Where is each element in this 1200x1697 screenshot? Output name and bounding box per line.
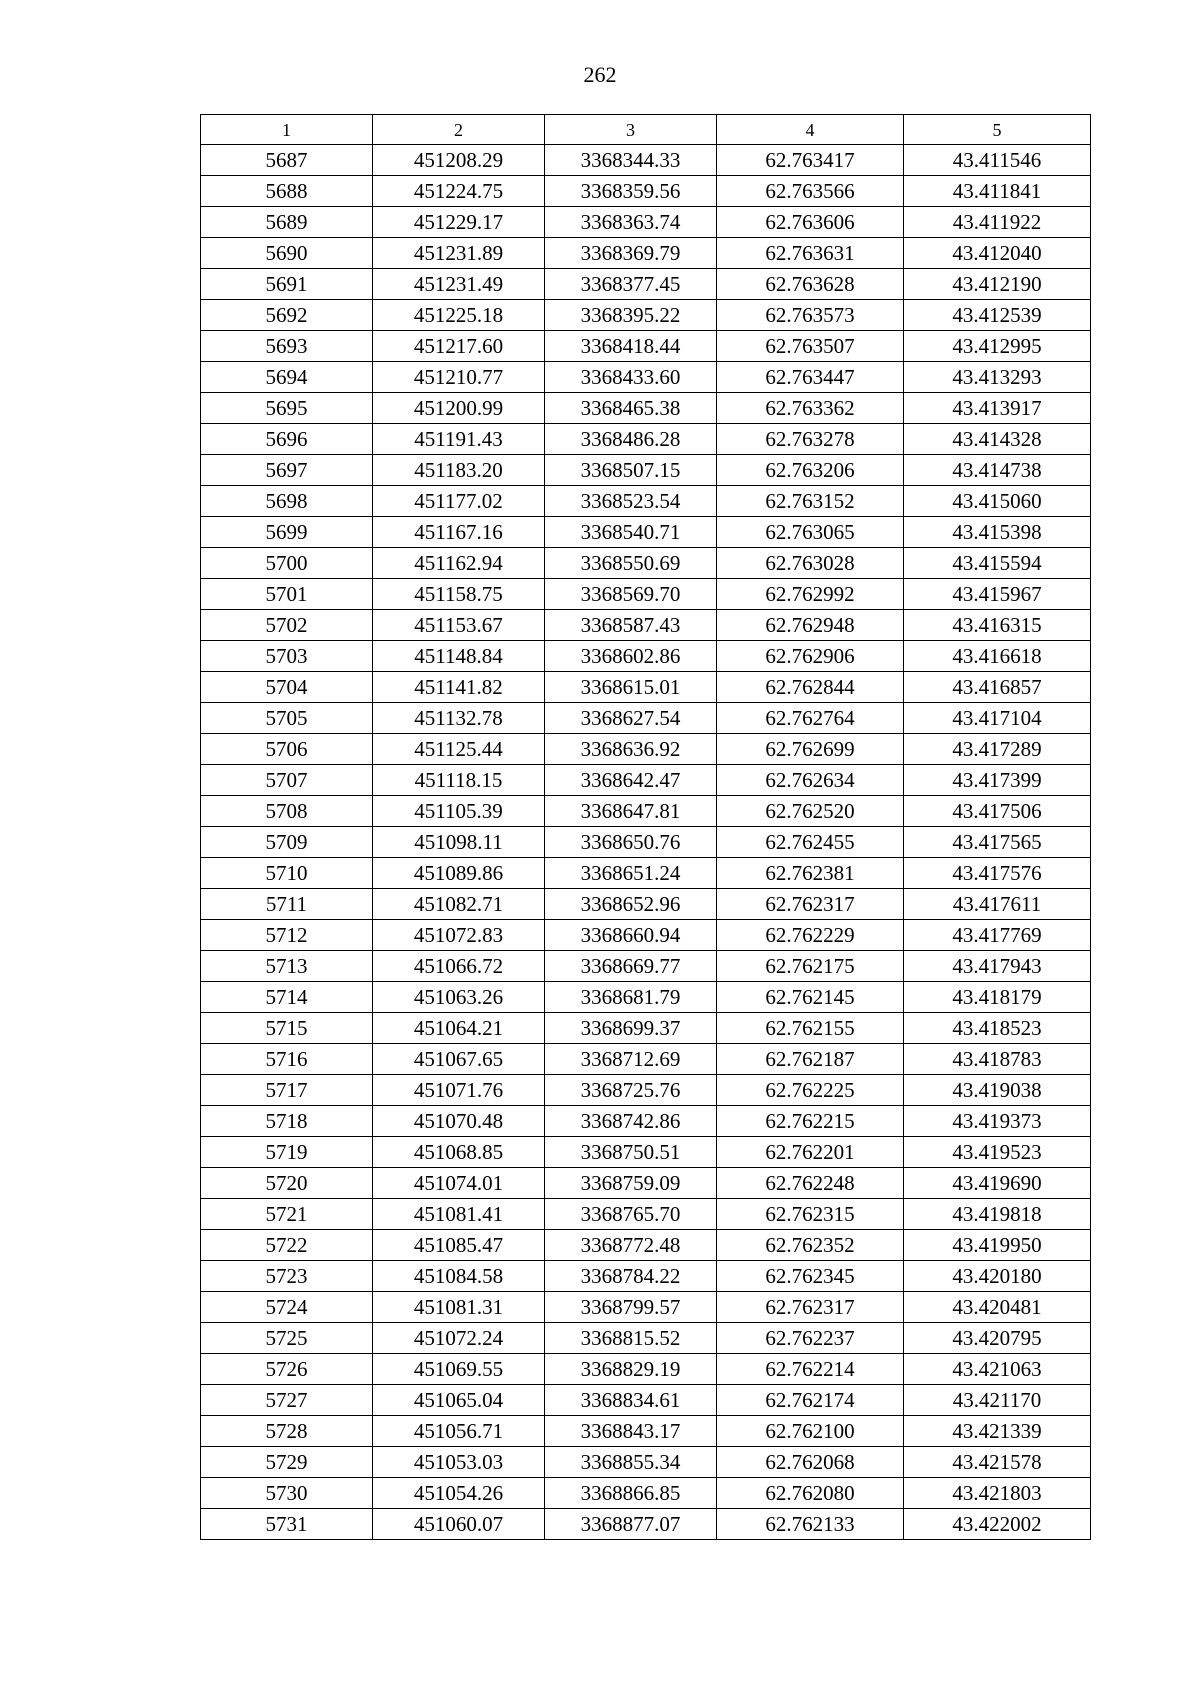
table-cell-col-5: 43.411841	[904, 176, 1091, 207]
table-cell-col-5: 43.421170	[904, 1385, 1091, 1416]
table-cell-col-4: 62.762229	[717, 920, 904, 951]
table-row	[201, 331, 1091, 362]
table-row	[201, 393, 1091, 424]
table-cell-col-5: 43.416857	[904, 672, 1091, 703]
table-cell-col-1: 5711	[201, 889, 373, 920]
table-cell-col-4: 62.763566	[717, 176, 904, 207]
table-cell-col-1: 5699	[201, 517, 373, 548]
table-row	[201, 827, 1091, 858]
table-cell-col-5: 43.417506	[904, 796, 1091, 827]
table-row	[201, 238, 1091, 269]
table-cell-col-5: 43.416618	[904, 641, 1091, 672]
table-cell-col-3: 3368652.96	[545, 889, 717, 920]
table-cell-col-3: 3368877.07	[545, 1509, 717, 1540]
table-cell-col-3: 3368615.01	[545, 672, 717, 703]
table-cell-col-5: 43.419950	[904, 1230, 1091, 1261]
table-cell-col-3: 3368650.76	[545, 827, 717, 858]
table-cell-col-2: 451085.47	[373, 1230, 545, 1261]
table-cell-col-4: 62.762906	[717, 641, 904, 672]
table-cell-col-5: 43.412040	[904, 238, 1091, 269]
page-number: 262	[583, 62, 617, 87]
table-cell-col-4: 62.762764	[717, 703, 904, 734]
table-cell-col-5: 43.414738	[904, 455, 1091, 486]
table-cell-col-5: 43.417943	[904, 951, 1091, 982]
table-cell-col-2: 451158.75	[373, 579, 545, 610]
table-row	[201, 548, 1091, 579]
table-cell-col-3: 3368784.22	[545, 1261, 717, 1292]
table-cell-col-1: 5728	[201, 1416, 373, 1447]
table-cell-col-1: 5726	[201, 1354, 373, 1385]
table-cell-col-4: 62.762145	[717, 982, 904, 1013]
table-cell-col-2: 451224.75	[373, 176, 545, 207]
table-row	[201, 982, 1091, 1013]
table-cell-col-3: 3368642.47	[545, 765, 717, 796]
table-cell-col-2: 451098.11	[373, 827, 545, 858]
table-cell-col-3: 3368377.45	[545, 269, 717, 300]
table-cell-col-5: 43.417565	[904, 827, 1091, 858]
table-cell-col-5: 43.415594	[904, 548, 1091, 579]
table-cell-col-5: 43.419818	[904, 1199, 1091, 1230]
table-cell-col-3: 3368772.48	[545, 1230, 717, 1261]
table-cell-col-2: 451060.07	[373, 1509, 545, 1540]
table-cell-col-1: 5694	[201, 362, 373, 393]
table-cell-col-4: 62.762080	[717, 1478, 904, 1509]
table-cell-col-4: 62.762248	[717, 1168, 904, 1199]
table-cell-col-3: 3368395.22	[545, 300, 717, 331]
table-cell-col-1: 5722	[201, 1230, 373, 1261]
table-row	[201, 1168, 1091, 1199]
table-cell-col-4: 62.762201	[717, 1137, 904, 1168]
table-cell-col-1: 5710	[201, 858, 373, 889]
table-cell-col-2: 451072.24	[373, 1323, 545, 1354]
table-row	[201, 1354, 1091, 1385]
table-cell-col-3: 3368660.94	[545, 920, 717, 951]
table-cell-col-3: 3368866.85	[545, 1478, 717, 1509]
table-cell-col-5: 43.413293	[904, 362, 1091, 393]
table-cell-col-4: 62.762133	[717, 1509, 904, 1540]
table-row	[201, 796, 1091, 827]
table-row	[201, 951, 1091, 982]
table-cell-col-5: 43.412995	[904, 331, 1091, 362]
table-row	[201, 517, 1091, 548]
table-cell-col-2: 451141.82	[373, 672, 545, 703]
table-cell-col-1: 5715	[201, 1013, 373, 1044]
table-cell-col-2: 451208.29	[373, 145, 545, 176]
table-cell-col-1: 5713	[201, 951, 373, 982]
table-cell-col-1: 5725	[201, 1323, 373, 1354]
table-cell-col-5: 43.417576	[904, 858, 1091, 889]
table-cell-col-5: 43.417399	[904, 765, 1091, 796]
table-cell-col-3: 3368486.28	[545, 424, 717, 455]
table-cell-col-5: 43.421803	[904, 1478, 1091, 1509]
table-cell-col-4: 62.762068	[717, 1447, 904, 1478]
table-cell-col-5: 43.419038	[904, 1075, 1091, 1106]
table-row	[201, 486, 1091, 517]
table-row	[201, 858, 1091, 889]
table-cell-col-2: 451067.65	[373, 1044, 545, 1075]
table-cell-col-3: 3368815.52	[545, 1323, 717, 1354]
table-cell-col-2: 451070.48	[373, 1106, 545, 1137]
table-row	[201, 1137, 1091, 1168]
table-cell-col-4: 62.762381	[717, 858, 904, 889]
table-cell-col-1: 5689	[201, 207, 373, 238]
table-cell-col-1: 5702	[201, 610, 373, 641]
table-cell-col-1: 5723	[201, 1261, 373, 1292]
table-cell-col-3: 3368363.74	[545, 207, 717, 238]
table-cell-col-1: 5717	[201, 1075, 373, 1106]
table-cell-col-1: 5691	[201, 269, 373, 300]
table-cell-col-4: 62.763606	[717, 207, 904, 238]
table-cell-col-1: 5688	[201, 176, 373, 207]
table-cell-col-4: 62.763573	[717, 300, 904, 331]
table-cell-col-4: 62.763065	[717, 517, 904, 548]
table-row	[201, 672, 1091, 703]
table-cell-col-4: 62.762237	[717, 1323, 904, 1354]
table-row	[201, 176, 1091, 207]
table-cell-col-4: 62.762317	[717, 1292, 904, 1323]
table-row	[201, 889, 1091, 920]
table-cell-col-1: 5731	[201, 1509, 373, 1540]
table-cell-col-5: 43.421339	[904, 1416, 1091, 1447]
table-cell-col-2: 451105.39	[373, 796, 545, 827]
table-cell-col-3: 3368550.69	[545, 548, 717, 579]
table-cell-col-5: 43.417769	[904, 920, 1091, 951]
table-header-row	[201, 115, 1091, 145]
table-cell-col-1: 5712	[201, 920, 373, 951]
table-cell-col-4: 62.762225	[717, 1075, 904, 1106]
table-cell-col-2: 451167.16	[373, 517, 545, 548]
table-row	[201, 300, 1091, 331]
table-cell-col-5: 43.415967	[904, 579, 1091, 610]
table-row	[201, 765, 1091, 796]
table-cell-col-1: 5707	[201, 765, 373, 796]
table-cell-col-3: 3368742.86	[545, 1106, 717, 1137]
table-cell-col-4: 62.763628	[717, 269, 904, 300]
table-cell-col-1: 5697	[201, 455, 373, 486]
table-row	[201, 1261, 1091, 1292]
table-cell-col-2: 451081.31	[373, 1292, 545, 1323]
table-cell-col-4: 62.763028	[717, 548, 904, 579]
table-row	[201, 734, 1091, 765]
table-cell-col-5: 43.412190	[904, 269, 1091, 300]
table-cell-col-1: 5696	[201, 424, 373, 455]
table-cell-col-4: 62.762187	[717, 1044, 904, 1075]
table-row	[201, 703, 1091, 734]
table-cell-col-3: 3368569.70	[545, 579, 717, 610]
table-cell-col-2: 451069.55	[373, 1354, 545, 1385]
table-cell-col-3: 3368602.86	[545, 641, 717, 672]
table-cell-col-3: 3368344.33	[545, 145, 717, 176]
table-cell-col-2: 451183.20	[373, 455, 545, 486]
table-cell-col-2: 451132.78	[373, 703, 545, 734]
table-cell-col-2: 451118.15	[373, 765, 545, 796]
table-cell-col-2: 451231.89	[373, 238, 545, 269]
table-body	[201, 145, 1091, 1540]
table-cell-col-5: 43.420795	[904, 1323, 1091, 1354]
table-cell-col-1: 5720	[201, 1168, 373, 1199]
table-cell-col-2: 451054.26	[373, 1478, 545, 1509]
table-cell-col-4: 62.763206	[717, 455, 904, 486]
table-cell-col-2: 451081.41	[373, 1199, 545, 1230]
table-cell-col-4: 62.762174	[717, 1385, 904, 1416]
column-header-2: 2	[373, 115, 545, 145]
table-cell-col-3: 3368712.69	[545, 1044, 717, 1075]
table-row	[201, 1230, 1091, 1261]
table-cell-col-2: 451063.26	[373, 982, 545, 1013]
table-cell-col-5: 43.412539	[904, 300, 1091, 331]
table-cell-col-5: 43.417289	[904, 734, 1091, 765]
table-cell-col-3: 3368843.17	[545, 1416, 717, 1447]
table-cell-col-3: 3368750.51	[545, 1137, 717, 1168]
table-cell-col-4: 62.762317	[717, 889, 904, 920]
table-cell-col-1: 5706	[201, 734, 373, 765]
table-cell-col-1: 5692	[201, 300, 373, 331]
column-header-1: 1	[201, 115, 373, 145]
table-row	[201, 455, 1091, 486]
table-row	[201, 1509, 1091, 1540]
table-cell-col-3: 3368507.15	[545, 455, 717, 486]
table-cell-col-4: 62.762175	[717, 951, 904, 982]
table-cell-col-5: 43.420481	[904, 1292, 1091, 1323]
table-cell-col-2: 451064.21	[373, 1013, 545, 1044]
table-cell-col-3: 3368587.43	[545, 610, 717, 641]
table-cell-col-1: 5704	[201, 672, 373, 703]
table-cell-col-5: 43.419690	[904, 1168, 1091, 1199]
table-cell-col-1: 5730	[201, 1478, 373, 1509]
table-cell-col-2: 451153.67	[373, 610, 545, 641]
table-cell-col-2: 451231.49	[373, 269, 545, 300]
table-cell-col-4: 62.762315	[717, 1199, 904, 1230]
table-cell-col-4: 62.763507	[717, 331, 904, 362]
table-cell-col-4: 62.763152	[717, 486, 904, 517]
table-cell-col-2: 451066.72	[373, 951, 545, 982]
table-cell-col-4: 62.762214	[717, 1354, 904, 1385]
table-row	[201, 145, 1091, 176]
table-cell-col-5: 43.417611	[904, 889, 1091, 920]
table-cell-col-4: 62.763278	[717, 424, 904, 455]
table-row	[201, 920, 1091, 951]
table-cell-col-1: 5695	[201, 393, 373, 424]
table-cell-col-4: 62.762844	[717, 672, 904, 703]
table-cell-col-3: 3368765.70	[545, 1199, 717, 1230]
column-header-4: 4	[717, 115, 904, 145]
table-cell-col-1: 5714	[201, 982, 373, 1013]
table-cell-col-2: 451177.02	[373, 486, 545, 517]
table-row	[201, 1416, 1091, 1447]
table-cell-col-3: 3368433.60	[545, 362, 717, 393]
table-row	[201, 1013, 1091, 1044]
table-cell-col-4: 62.762520	[717, 796, 904, 827]
table-cell-col-1: 5719	[201, 1137, 373, 1168]
table-cell-col-4: 62.762948	[717, 610, 904, 641]
table-cell-col-3: 3368523.54	[545, 486, 717, 517]
table-cell-col-1: 5721	[201, 1199, 373, 1230]
table-cell-col-4: 62.762100	[717, 1416, 904, 1447]
table-row	[201, 1385, 1091, 1416]
table-cell-col-4: 62.763362	[717, 393, 904, 424]
table-cell-col-2: 451217.60	[373, 331, 545, 362]
table-cell-col-4: 62.763417	[717, 145, 904, 176]
table-cell-col-3: 3368627.54	[545, 703, 717, 734]
table-row	[201, 579, 1091, 610]
table-cell-col-5: 43.422002	[904, 1509, 1091, 1540]
table-cell-col-3: 3368636.92	[545, 734, 717, 765]
table-cell-col-5: 43.415060	[904, 486, 1091, 517]
table-cell-col-4: 62.762352	[717, 1230, 904, 1261]
table-cell-col-5: 43.420180	[904, 1261, 1091, 1292]
column-header-5: 5	[904, 115, 1091, 145]
table-cell-col-1: 5700	[201, 548, 373, 579]
table-cell-col-3: 3368834.61	[545, 1385, 717, 1416]
table-cell-col-1: 5690	[201, 238, 373, 269]
table-cell-col-3: 3368651.24	[545, 858, 717, 889]
table-cell-col-4: 62.762345	[717, 1261, 904, 1292]
table-cell-col-5: 43.418179	[904, 982, 1091, 1013]
table-cell-col-2: 451082.71	[373, 889, 545, 920]
table-cell-col-5: 43.415398	[904, 517, 1091, 548]
table-cell-col-5: 43.417104	[904, 703, 1091, 734]
table-cell-col-3: 3368829.19	[545, 1354, 717, 1385]
table-row	[201, 610, 1091, 641]
table-row	[201, 1323, 1091, 1354]
table-row	[201, 1075, 1091, 1106]
table-row	[201, 424, 1091, 455]
table-cell-col-4: 62.762699	[717, 734, 904, 765]
table-cell-col-2: 451065.04	[373, 1385, 545, 1416]
table-cell-col-1: 5729	[201, 1447, 373, 1478]
table-cell-col-2: 451125.44	[373, 734, 545, 765]
table-cell-col-3: 3368699.37	[545, 1013, 717, 1044]
table-row	[201, 269, 1091, 300]
table-cell-col-2: 451071.76	[373, 1075, 545, 1106]
table-cell-col-1: 5724	[201, 1292, 373, 1323]
table-cell-col-2: 451191.43	[373, 424, 545, 455]
table-cell-col-3: 3368647.81	[545, 796, 717, 827]
table-cell-col-3: 3368359.56	[545, 176, 717, 207]
table-cell-col-5: 43.413917	[904, 393, 1091, 424]
table-cell-col-4: 62.763631	[717, 238, 904, 269]
table-row	[201, 1106, 1091, 1137]
table-cell-col-3: 3368369.79	[545, 238, 717, 269]
table-cell-col-5: 43.414328	[904, 424, 1091, 455]
table-cell-col-5: 43.411922	[904, 207, 1091, 238]
table-cell-col-2: 451148.84	[373, 641, 545, 672]
table-cell-col-1: 5698	[201, 486, 373, 517]
table-cell-col-5: 43.419523	[904, 1137, 1091, 1168]
table-cell-col-1: 5716	[201, 1044, 373, 1075]
table-cell-col-2: 451089.86	[373, 858, 545, 889]
table-cell-col-2: 451084.58	[373, 1261, 545, 1292]
table-cell-col-1: 5693	[201, 331, 373, 362]
table-cell-col-3: 3368418.44	[545, 331, 717, 362]
table-cell-col-2: 451056.71	[373, 1416, 545, 1447]
table-cell-col-5: 43.421063	[904, 1354, 1091, 1385]
table-cell-col-1: 5709	[201, 827, 373, 858]
table-row	[201, 1447, 1091, 1478]
table-row	[201, 1199, 1091, 1230]
table-row	[201, 362, 1091, 393]
table-cell-col-4: 62.762215	[717, 1106, 904, 1137]
table-cell-col-2: 451068.85	[373, 1137, 545, 1168]
table-cell-col-3: 3368669.77	[545, 951, 717, 982]
table-cell-col-2: 451210.77	[373, 362, 545, 393]
coordinates-table	[200, 114, 1091, 1540]
table-row	[201, 207, 1091, 238]
table-cell-col-1: 5705	[201, 703, 373, 734]
table-cell-col-2: 451229.17	[373, 207, 545, 238]
table-cell-col-1: 5703	[201, 641, 373, 672]
table-row	[201, 641, 1091, 672]
table-cell-col-5: 43.418523	[904, 1013, 1091, 1044]
table-cell-col-2: 451072.83	[373, 920, 545, 951]
table-cell-col-3: 3368799.57	[545, 1292, 717, 1323]
table-cell-col-4: 62.762155	[717, 1013, 904, 1044]
table-row	[201, 1044, 1091, 1075]
table-cell-col-1: 5708	[201, 796, 373, 827]
table-cell-col-1: 5687	[201, 145, 373, 176]
table-cell-col-5: 43.416315	[904, 610, 1091, 641]
table-cell-col-5: 43.421578	[904, 1447, 1091, 1478]
table-cell-col-2: 451074.01	[373, 1168, 545, 1199]
table-cell-col-3: 3368681.79	[545, 982, 717, 1013]
table-cell-col-4: 62.762634	[717, 765, 904, 796]
table-cell-col-3: 3368465.38	[545, 393, 717, 424]
column-header-3: 3	[545, 115, 717, 145]
table-cell-col-4: 62.762992	[717, 579, 904, 610]
table-cell-col-3: 3368855.34	[545, 1447, 717, 1478]
table-cell-col-1: 5727	[201, 1385, 373, 1416]
table-cell-col-4: 62.762455	[717, 827, 904, 858]
table-cell-col-4: 62.763447	[717, 362, 904, 393]
table-cell-col-3: 3368759.09	[545, 1168, 717, 1199]
table-row	[201, 1478, 1091, 1509]
table-cell-col-5: 43.418783	[904, 1044, 1091, 1075]
table-cell-col-2: 451225.18	[373, 300, 545, 331]
table-cell-col-5: 43.411546	[904, 145, 1091, 176]
table-cell-col-3: 3368540.71	[545, 517, 717, 548]
table-cell-col-5: 43.419373	[904, 1106, 1091, 1137]
table-cell-col-2: 451162.94	[373, 548, 545, 579]
table-cell-col-3: 3368725.76	[545, 1075, 717, 1106]
table-cell-col-1: 5701	[201, 579, 373, 610]
table-cell-col-2: 451053.03	[373, 1447, 545, 1478]
table-cell-col-2: 451200.99	[373, 393, 545, 424]
table-cell-col-1: 5718	[201, 1106, 373, 1137]
table-row	[201, 1292, 1091, 1323]
